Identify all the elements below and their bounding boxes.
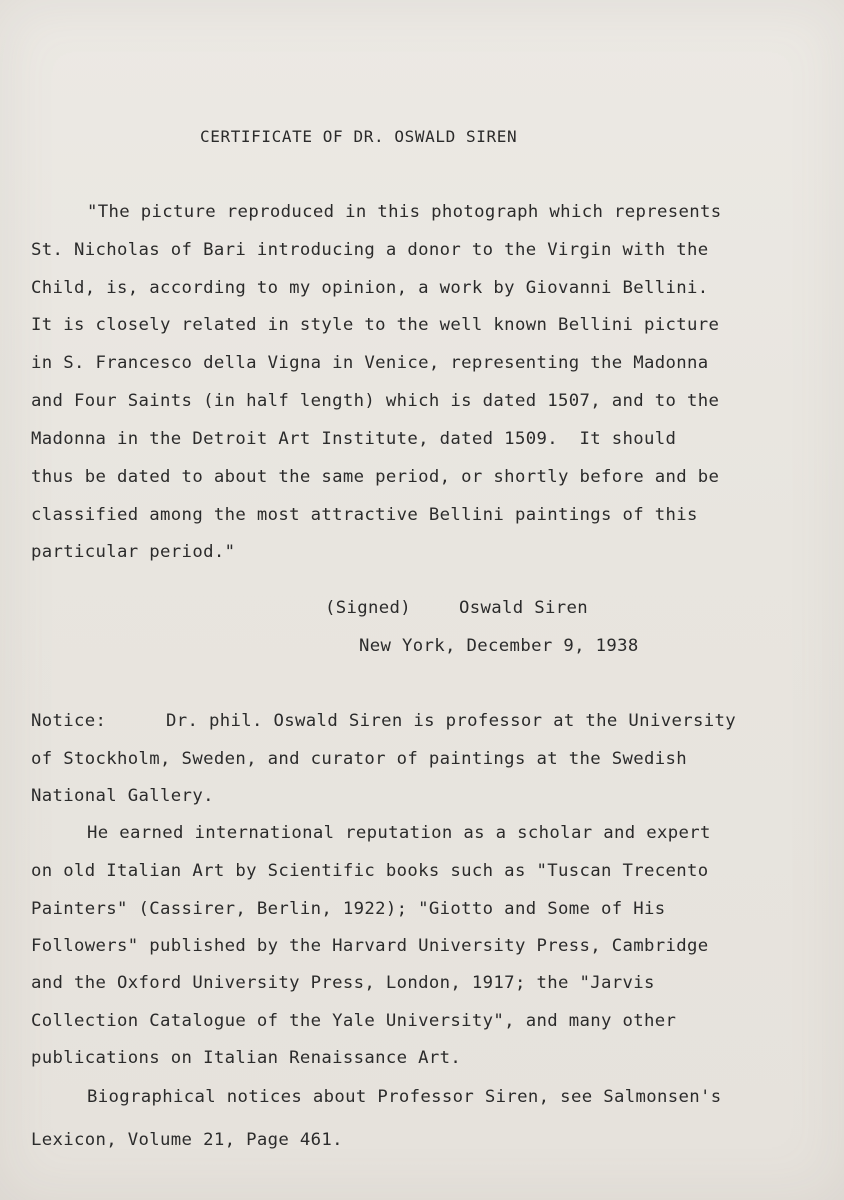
certificate-title: CERTIFICATE OF DR. OSWALD SIREN [200,127,518,146]
notice-line: Biographical notices about Professor Siren, see Salmonsen's [87,1087,722,1107]
notice-line: Followers" published by the Harvard University Press, Cambridge [31,936,709,956]
notice-line: Painters" (Cassirer, Berlin, 1922); "Giotto and Some of His [31,899,666,919]
quote-line: Child, is, according to my opinion, a work by Giovanni Bellini. [31,278,709,298]
notice-line: on old Italian Art by Scientific books such as "Tuscan Trecento [31,861,709,881]
notice-line: of Stockholm, Sweden, and curator of paintings at the Swedish [31,749,688,769]
place-date: New York, December 9, 1938 [359,636,639,656]
quote-line: St. Nicholas of Bari introducing a donor to the Virgin with the [31,240,709,260]
notice-line: National Gallery. [31,786,214,806]
quote-line: and Four Saints (in half length) which is dated 1507, and to the [31,391,720,411]
quote-line: particular period." [31,542,236,562]
notice-line: Lexicon, Volume 21, Page 461. [31,1130,343,1150]
signed-name: Oswald Siren [459,598,589,618]
notice-line: Dr. phil. Oswald Siren is professor at the University [166,711,736,731]
notice-label: Notice: [31,711,107,731]
quote-line: in S. Francesco della Vigna in Venice, representing the Madonna [31,353,709,373]
notice-line: publications on Italian Renaissance Art. [31,1048,462,1068]
notice-line: and the Oxford University Press, London, 1917; the "Jarvis [31,973,655,993]
signed-label: (Signed) [325,598,412,618]
quote-line: Madonna in the Detroit Art Institute, dated 1509. It should [31,429,677,449]
notice-line: Collection Catalogue of the Yale University", and many other [31,1011,677,1031]
quote-line: "The picture reproduced in this photograph which represents [87,202,722,222]
notice-line: He earned international reputation as a scholar and expert [87,823,711,843]
quote-line: classified among the most attractive Bellini paintings of this [31,505,698,525]
quote-line: thus be dated to about the same period, or shortly before and be [31,467,720,487]
quote-line: It is closely related in style to the well known Bellini picture [31,315,720,335]
